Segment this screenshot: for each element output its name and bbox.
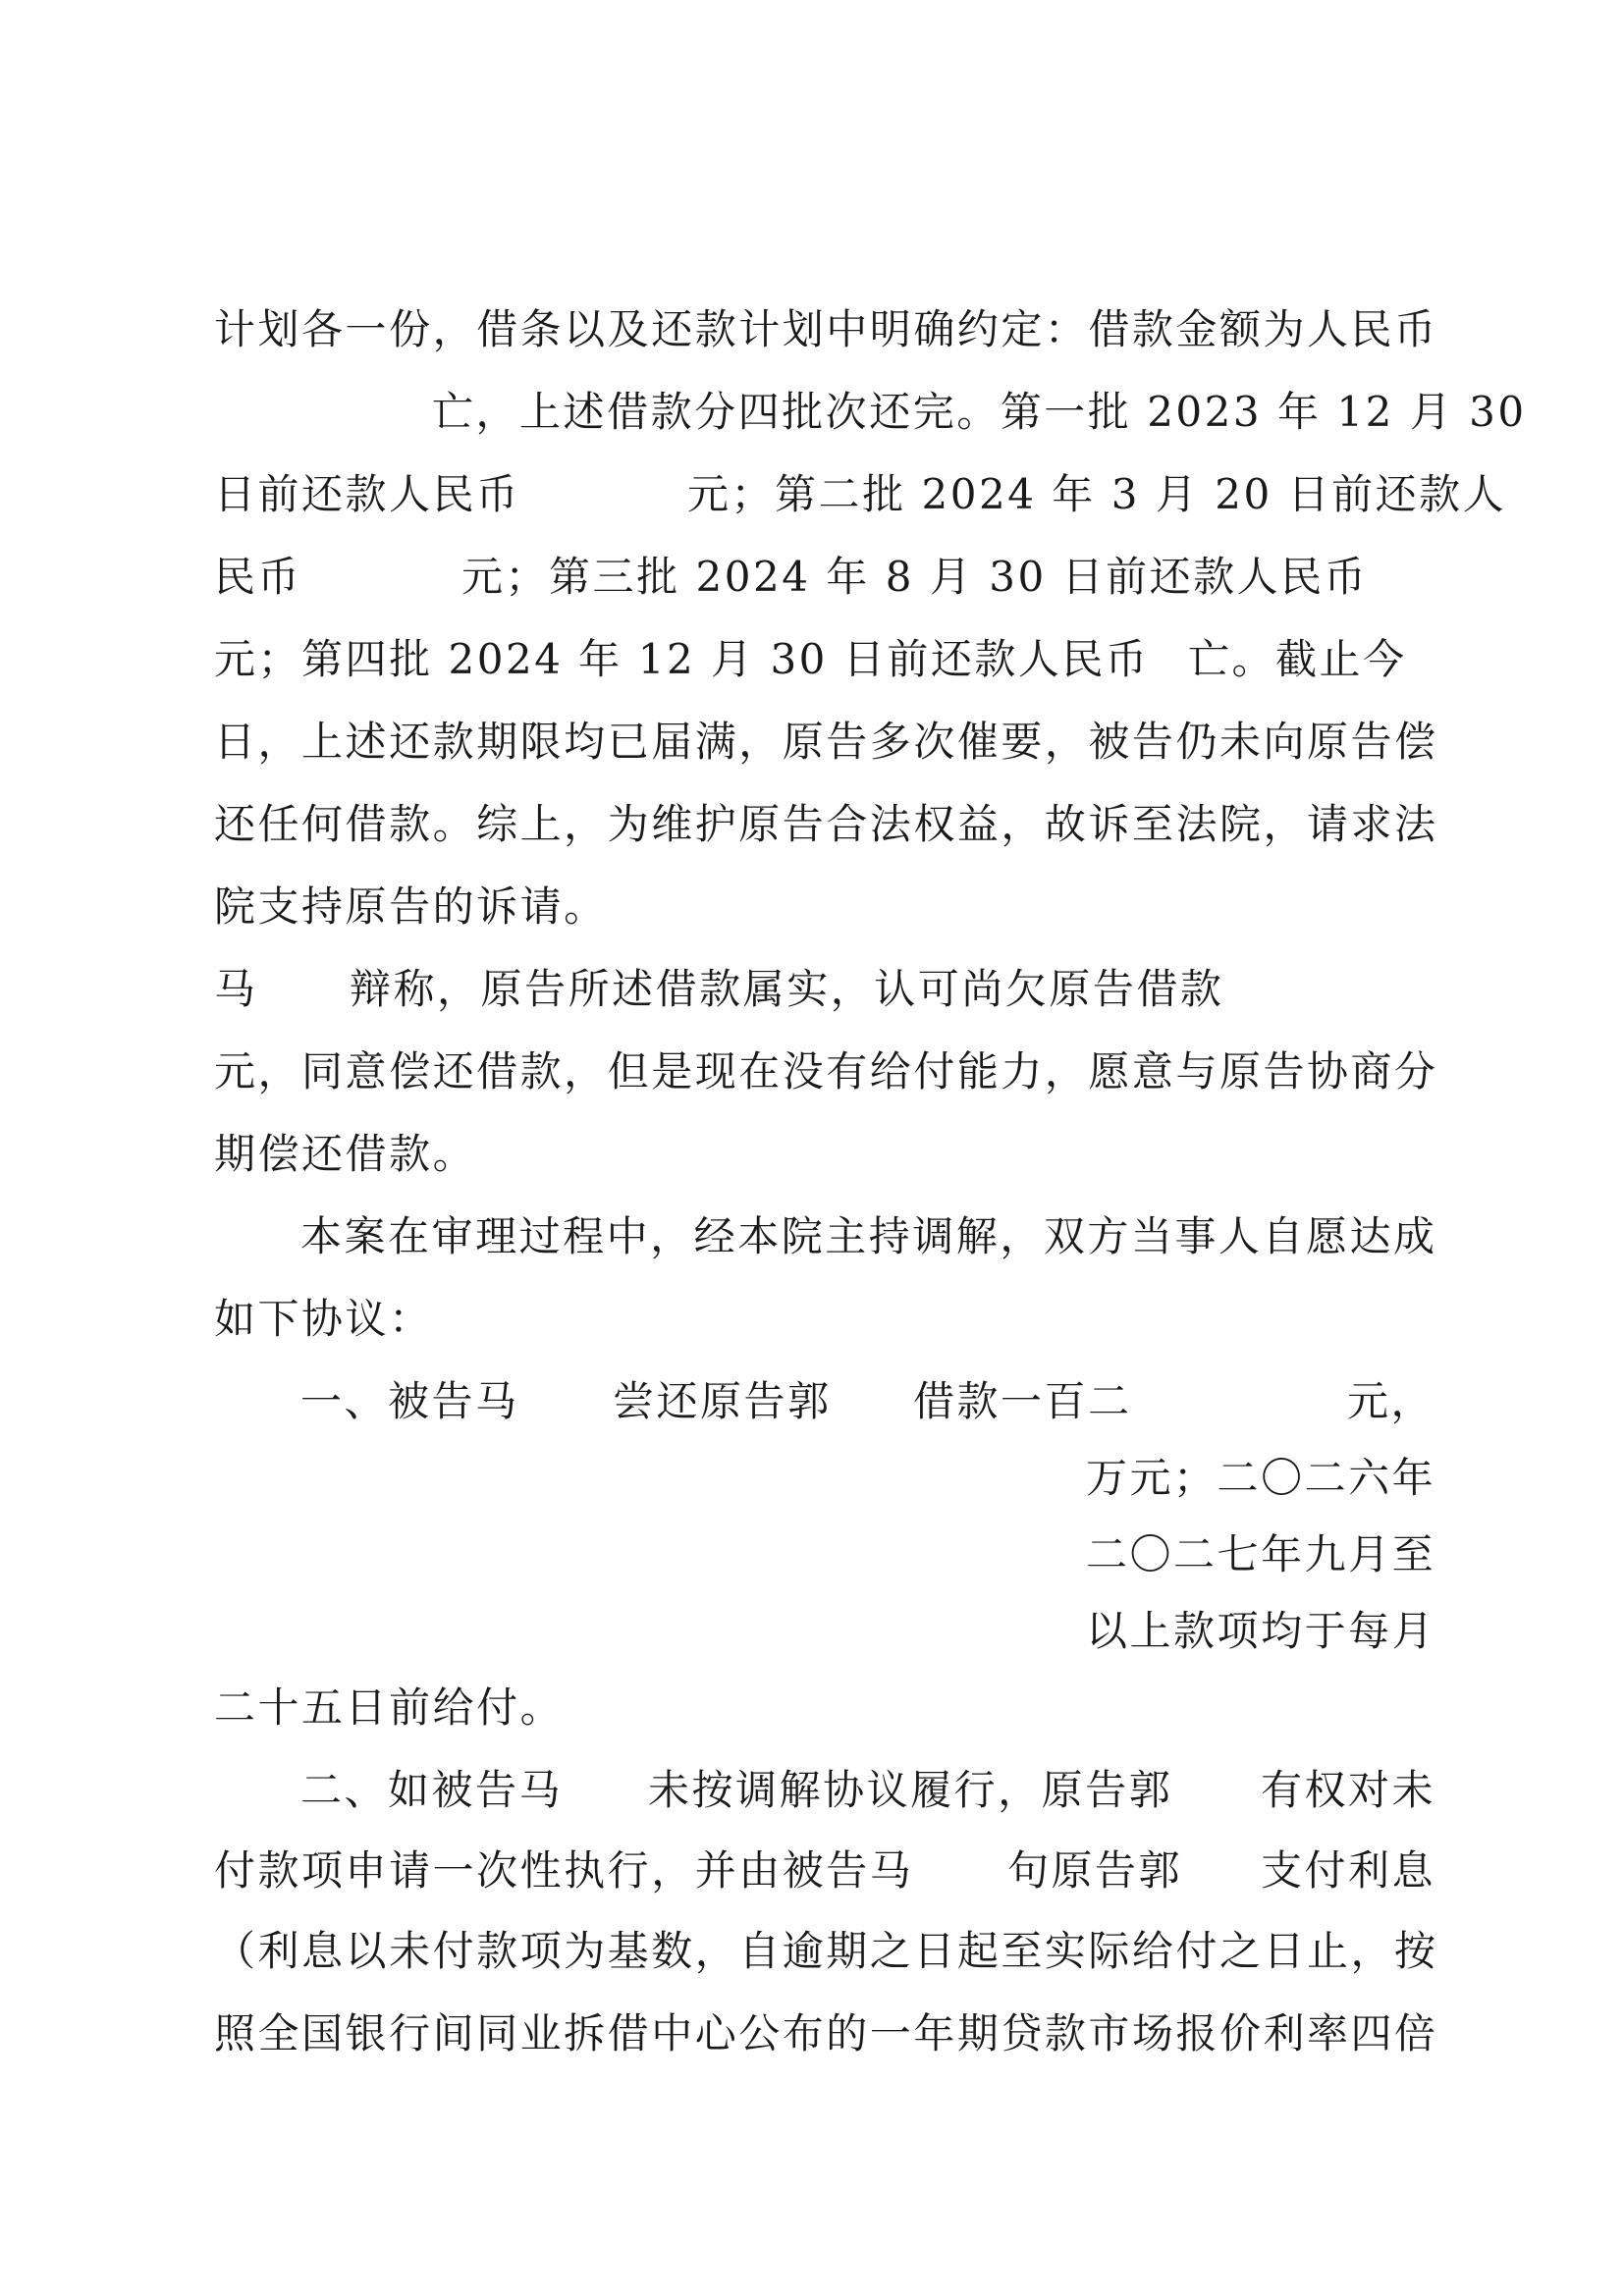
- text-line: 未按调解协议履行，原告郭: [648, 1766, 1173, 1814]
- text-line: 马: [214, 965, 258, 1013]
- text-line: 二十五日前给付。: [214, 1683, 565, 1732]
- text-line: 元，: [1347, 1377, 1435, 1425]
- text-line: 支付利息: [1261, 1846, 1436, 1895]
- text-line: 如下协议：: [214, 1295, 433, 1343]
- text-line: 日，上述还款期限均已届满，原告多次催要，被告仍未向原告偿: [214, 718, 1438, 766]
- text-line: 元；第三批 2024 年 8 月 30 日前还款人民币: [461, 553, 1369, 601]
- text-line: 照全国银行间同业拆借中心公布的一年期贷款市场报价利率四倍: [214, 2009, 1438, 2057]
- text-line: 借款一百二: [913, 1377, 1132, 1425]
- text-line: 元；第二批 2024 年 3 月 20 日前还款人: [687, 470, 1507, 518]
- text-line: 元；第四批 2024 年 12 月 30 日前还款人民币: [214, 635, 1150, 683]
- text-line: 以上款项均于每月: [1086, 1607, 1436, 1655]
- text-line: 日前还款人民币: [214, 470, 520, 518]
- text-line: 二〇二七年九月至: [1086, 1530, 1436, 1578]
- text-line: 亡，上述借款分四批次还完。第一批 2023 年 12 月 30: [432, 388, 1527, 436]
- text-line: 一、被告马: [300, 1377, 519, 1425]
- text-line: 民币: [214, 553, 302, 601]
- text-line: 辩称，原告所述借款属实，认可尚欠原告借款: [350, 965, 1224, 1013]
- text-line: 还任何借款。综上，为维护原告合法权益，故诉至法院，请求法: [214, 800, 1438, 848]
- text-line: 万元；二〇二六年: [1086, 1454, 1436, 1502]
- text-line: 二、如被告马: [300, 1766, 564, 1814]
- text-line: 计划各一份，借条以及还款计划中明确约定：借款金额为人民币: [214, 305, 1438, 353]
- text-line: 付款项申请一次性执行，并由被告马: [214, 1846, 914, 1895]
- text-line: 期偿还借款。: [214, 1130, 477, 1178]
- text-line: 句原告郭: [1007, 1846, 1183, 1895]
- text-line: 尝还原告郭: [613, 1377, 832, 1425]
- text-line: 元，同意偿还借款，但是现在没有给付能力，愿意与原告协商分: [214, 1047, 1438, 1095]
- text-line: 有权对未: [1261, 1766, 1436, 1814]
- text-line: 院支持原告的诉请。: [214, 882, 608, 931]
- text-line: 亡。截止今: [1188, 635, 1407, 683]
- text-line: 本案在审理过程中，经本院主持调解，双方当事人自愿达成: [300, 1212, 1437, 1260]
- text-line: （利息以未付款项为基数，自逾期之日起至实际给付之日止，按: [214, 1927, 1438, 1975]
